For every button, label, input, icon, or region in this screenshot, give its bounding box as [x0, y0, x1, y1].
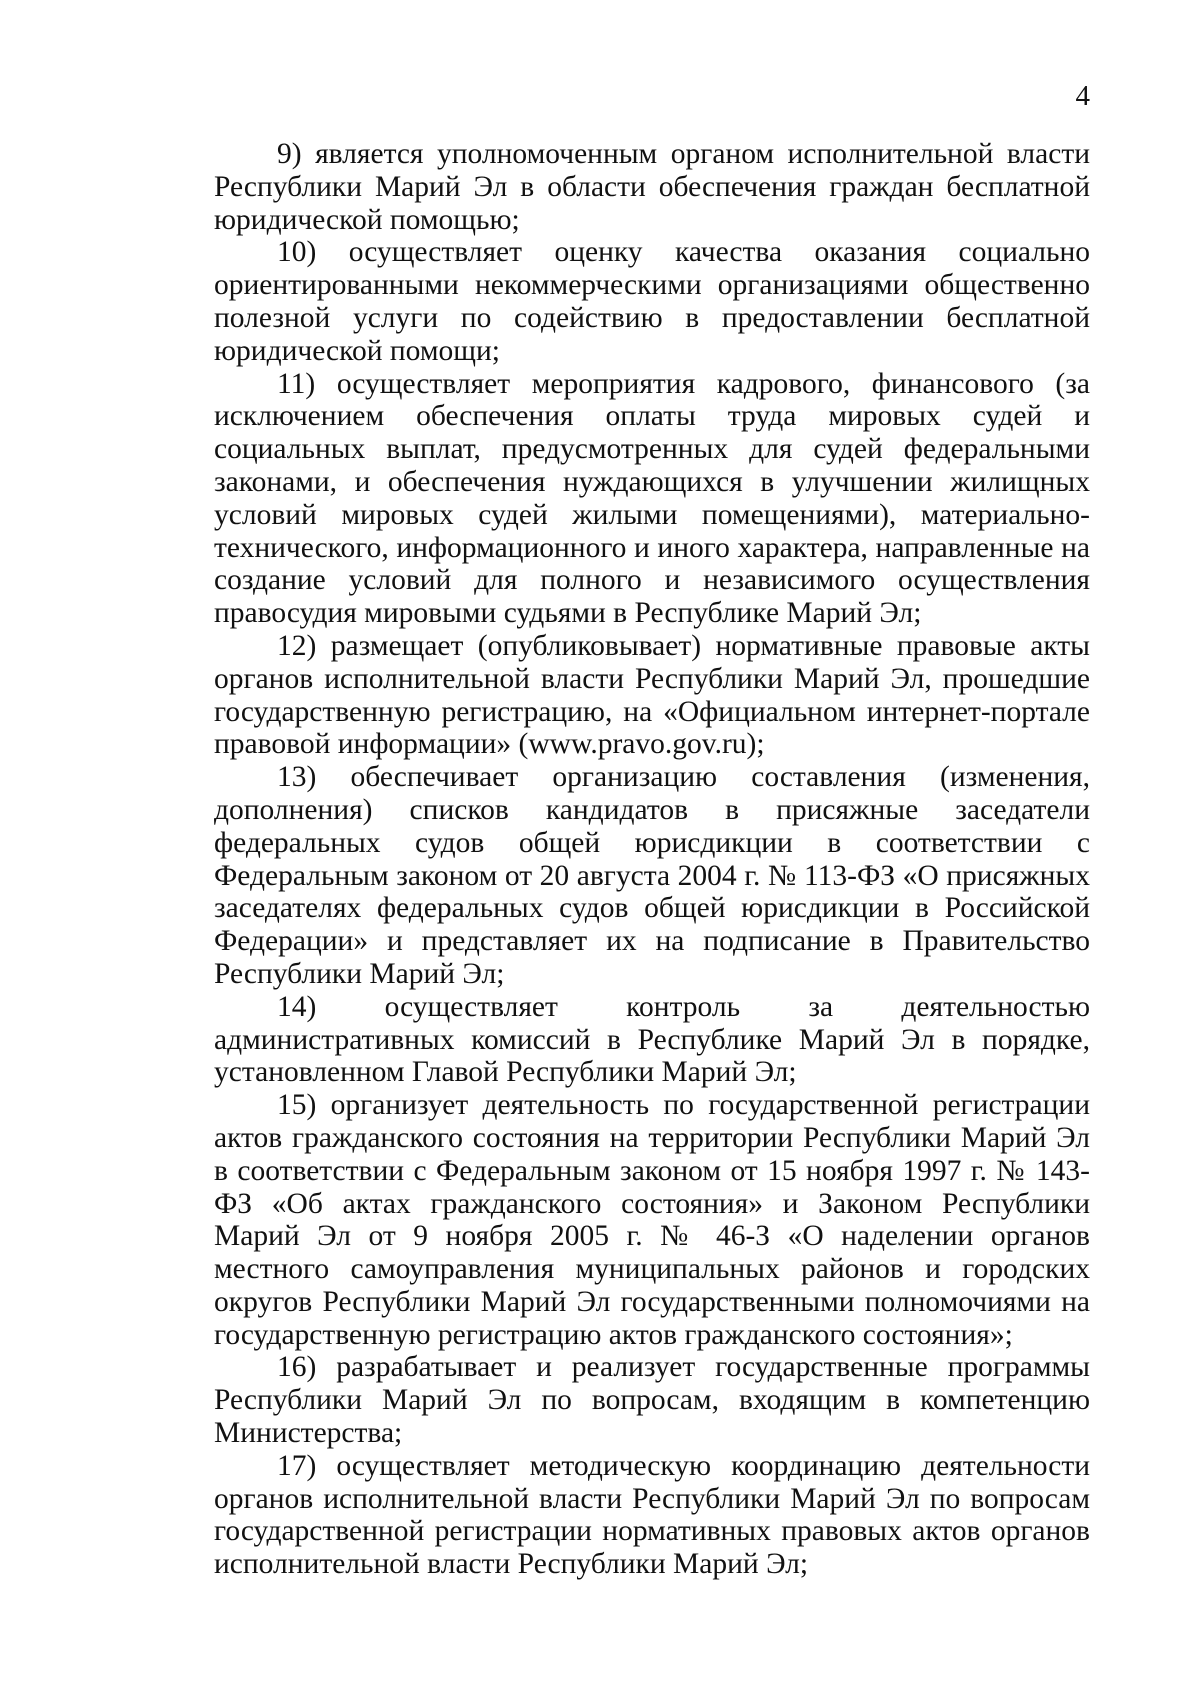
- list-item-13: 13) обеспечивает организацию составления (изменения, дополнения) списков кандидатов в присяжные заседатели федеральных судов общей юрисдикции в соответствии с Федеральным законом от 20 августа 2004 г. № 113-ФЗ «О присяжных заседателях федеральных судов общей юрисдикции в Российской Федерации» и представляет их на подписание в Правительство Республики Марий Эл;: [214, 761, 1090, 990]
- list-item-10: 10) осуществляет оценку качества оказания социально ориентированными некоммерческими организациями общественно полезной услуги по содействию в предоставлении бесплатной юридической помощи;: [214, 236, 1090, 367]
- list-item-14: 14) осуществляет контроль за деятельностью административных комиссий в Республике Марий Эл в порядке, установленном Главой Республики Марий Эл;: [214, 990, 1090, 1089]
- list-item-15: 15) организует деятельность по государственной регистрации актов гражданского состояния на территории Республики Марий Эл в соответствии с Федеральным законом от 15 ноября 1997 г. № 143-ФЗ «Об актах гражданского состояния» и Законом Республики Марий Эл от 9 ноября 2005 г. № 46-З «О наделении органов местного самоуправления муниципальных районов и городских округов Республики Марий Эл государственными полномочиями на государственную регистрацию актов гражданского состояния»;: [214, 1089, 1090, 1351]
- list-item-12: 12) размещает (опубликовывает) нормативные правовые акты органов исполнительной власти Республики Марий Эл, прошедшие государственную регистрацию, на «Официальном интернет-портале правовой информации» (www.pravo.gov.ru);: [214, 629, 1090, 761]
- list-item-17: 17) осуществляет методическую координацию деятельности органов исполнительной власти Республики Марий Эл по вопросам государственной регистрации нормативных правовых актов органов исполнительной власти Республики Марий Эл;: [214, 1449, 1090, 1581]
- list-item-9: 9) является уполномоченным органом исполнительной власти Республики Марий Эл в области обеспечения граждан бесплатной юридической помощью;: [214, 138, 1090, 236]
- list-item-11: 11) осуществляет мероприятия кадрового, финансового (за исключением обеспечения оплаты труда мировых судей и социальных выплат, предусмотренных для судей федеральными законами, и обеспечения нуждающихся в улучшении жилищных условий мировых судей жилыми помещениями), материально-технического, информационного и иного характера, направленные на создание условий для полного и независимого осуществления правосудия мировыми судьями в Республике Марий Эл;: [214, 367, 1090, 630]
- page-number: 4: [1075, 80, 1090, 112]
- document-body: [214, 138, 1090, 1581]
- list-item-16: 16) разрабатывает и реализует государственные программы Республики Марий Эл по вопросам, входящим в компетенцию Министерства;: [214, 1351, 1090, 1450]
